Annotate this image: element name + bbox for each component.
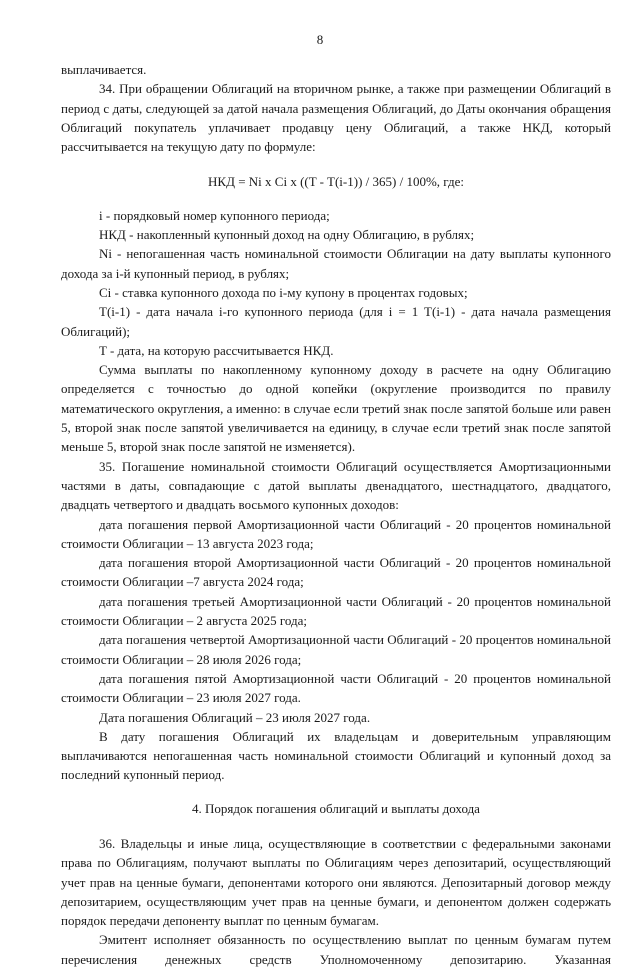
paragraph-34: 34. При обращении Облигаций на вторичном рынке, а также при размещении Облигаций в период с даты, следующей за датой начала размещения Облигаций, до Даты окончания обращения Облигаций покупатель уплачивает продавцу цену Облигаций, а также НКД, который рассчитывается на текущую дату по формуле:	[61, 81, 611, 155]
definition-ci: Ci - ставка купонного дохода по i-му купону в процентах годовых;	[99, 284, 468, 300]
page-number: 8	[316, 32, 324, 47]
nkd-formula: НКД = Ni x Ci x ((T - T(i-1)) / 365) / 100%, где:	[208, 174, 464, 190]
paragraph-35: 35. Погашение номинальной стоимости Облигаций осуществляется Амортизационными частями в даты, совпадающие с датой выплаты двенадцатого, шестнадцатого, двадцатого, двадцать четвертого и двадцать восьмого купонных доходов:	[61, 458, 611, 513]
paragraph-maturity-payment: В дату погашения Облигаций их владельцам и доверительным управляющим выплачиваются непогашенная часть номинальной стоимости Облигаций и купонный доход за последний купонный период.	[61, 728, 611, 783]
paragraph-36: 36. Владельцы и иные лица, осуществляющие в соответствии с федеральными законами права по Облигациям, получают выплаты по Облигациям через депозитарий, осуществляющий учет прав на ценные бумаги, депонентами которого они являются. Депозитарный договор между депозитарием, осуществляющим учет прав на ценные бумаги, и депонентом должен содержать порядок передачи депоненту выплат по ценным бумагам.	[61, 835, 611, 929]
paragraph-rounding: Сумма выплаты по накопленному купонному доходу в расчете на одну Облигацию определяется с точностью до одной копейки (округление производится по правилу математического округления, а именно: в случае если третий знак после запятой больше или равен 5, второй знак после запятой увеличивается на единицу, в случае если третий знак после запятой меньше 5, второй знак после запятой не изменяется).	[61, 362, 611, 455]
definition-ni: Ni - непогашенная часть номинальной стоимости Облигации на дату выплаты купонного дохода за i-й купонный период, в рублях;	[61, 246, 611, 281]
definition-nkd: НКД - накопленный купонный доход на одну Облигацию, в рублях;	[99, 227, 475, 243]
definition-t-i-1: T(i-1) - дата начала i-го купонного периода (для i = 1 T(i-1) - дата начала размещения Облигаций);	[61, 304, 611, 339]
definition-t: T - дата, на которую рассчитывается НКД.	[99, 342, 334, 358]
paragraph-issuer-obligation: Эмитент исполняет обязанность по осуществлению выплат по ценным бумагам путем перечисления денежных средств Уполномоченному депозитарию. Указанная	[61, 932, 611, 967]
amortization-2: дата погашения второй Амортизационной части Облигаций - 20 процентов номинальной стоимости Облигации –7 августа 2024 года;	[61, 555, 611, 590]
document-body	[61, 60, 611, 969]
section-heading: 4. Порядок погашения облигаций и выплаты дохода	[192, 800, 480, 816]
maturity-date: Дата погашения Облигаций – 23 июля 2027 года.	[99, 709, 371, 725]
paragraph-continuation: выплачивается.	[61, 62, 147, 77]
amortization-5: дата погашения пятой Амортизационной части Облигаций - 20 процентов номинальной стоимости Облигации – 23 июля 2027 года.	[61, 670, 611, 706]
amortization-1: дата погашения первой Амортизационной части Облигаций - 20 процентов номинальной стоимости Облигации – 13 августа 2023 года;	[61, 516, 611, 551]
definition-i: i - порядковый номер купонного периода;	[99, 207, 330, 223]
amortization-3: дата погашения третьей Амортизационной части Облигаций - 20 процентов номинальной стоимости Облигации – 2 августа 2025 года;	[61, 593, 611, 629]
amortization-4: дата погашения четвертой Амортизационной части Облигаций - 20 процентов номинальной стоимости Облигации – 28 июля 2026 года;	[61, 632, 611, 667]
